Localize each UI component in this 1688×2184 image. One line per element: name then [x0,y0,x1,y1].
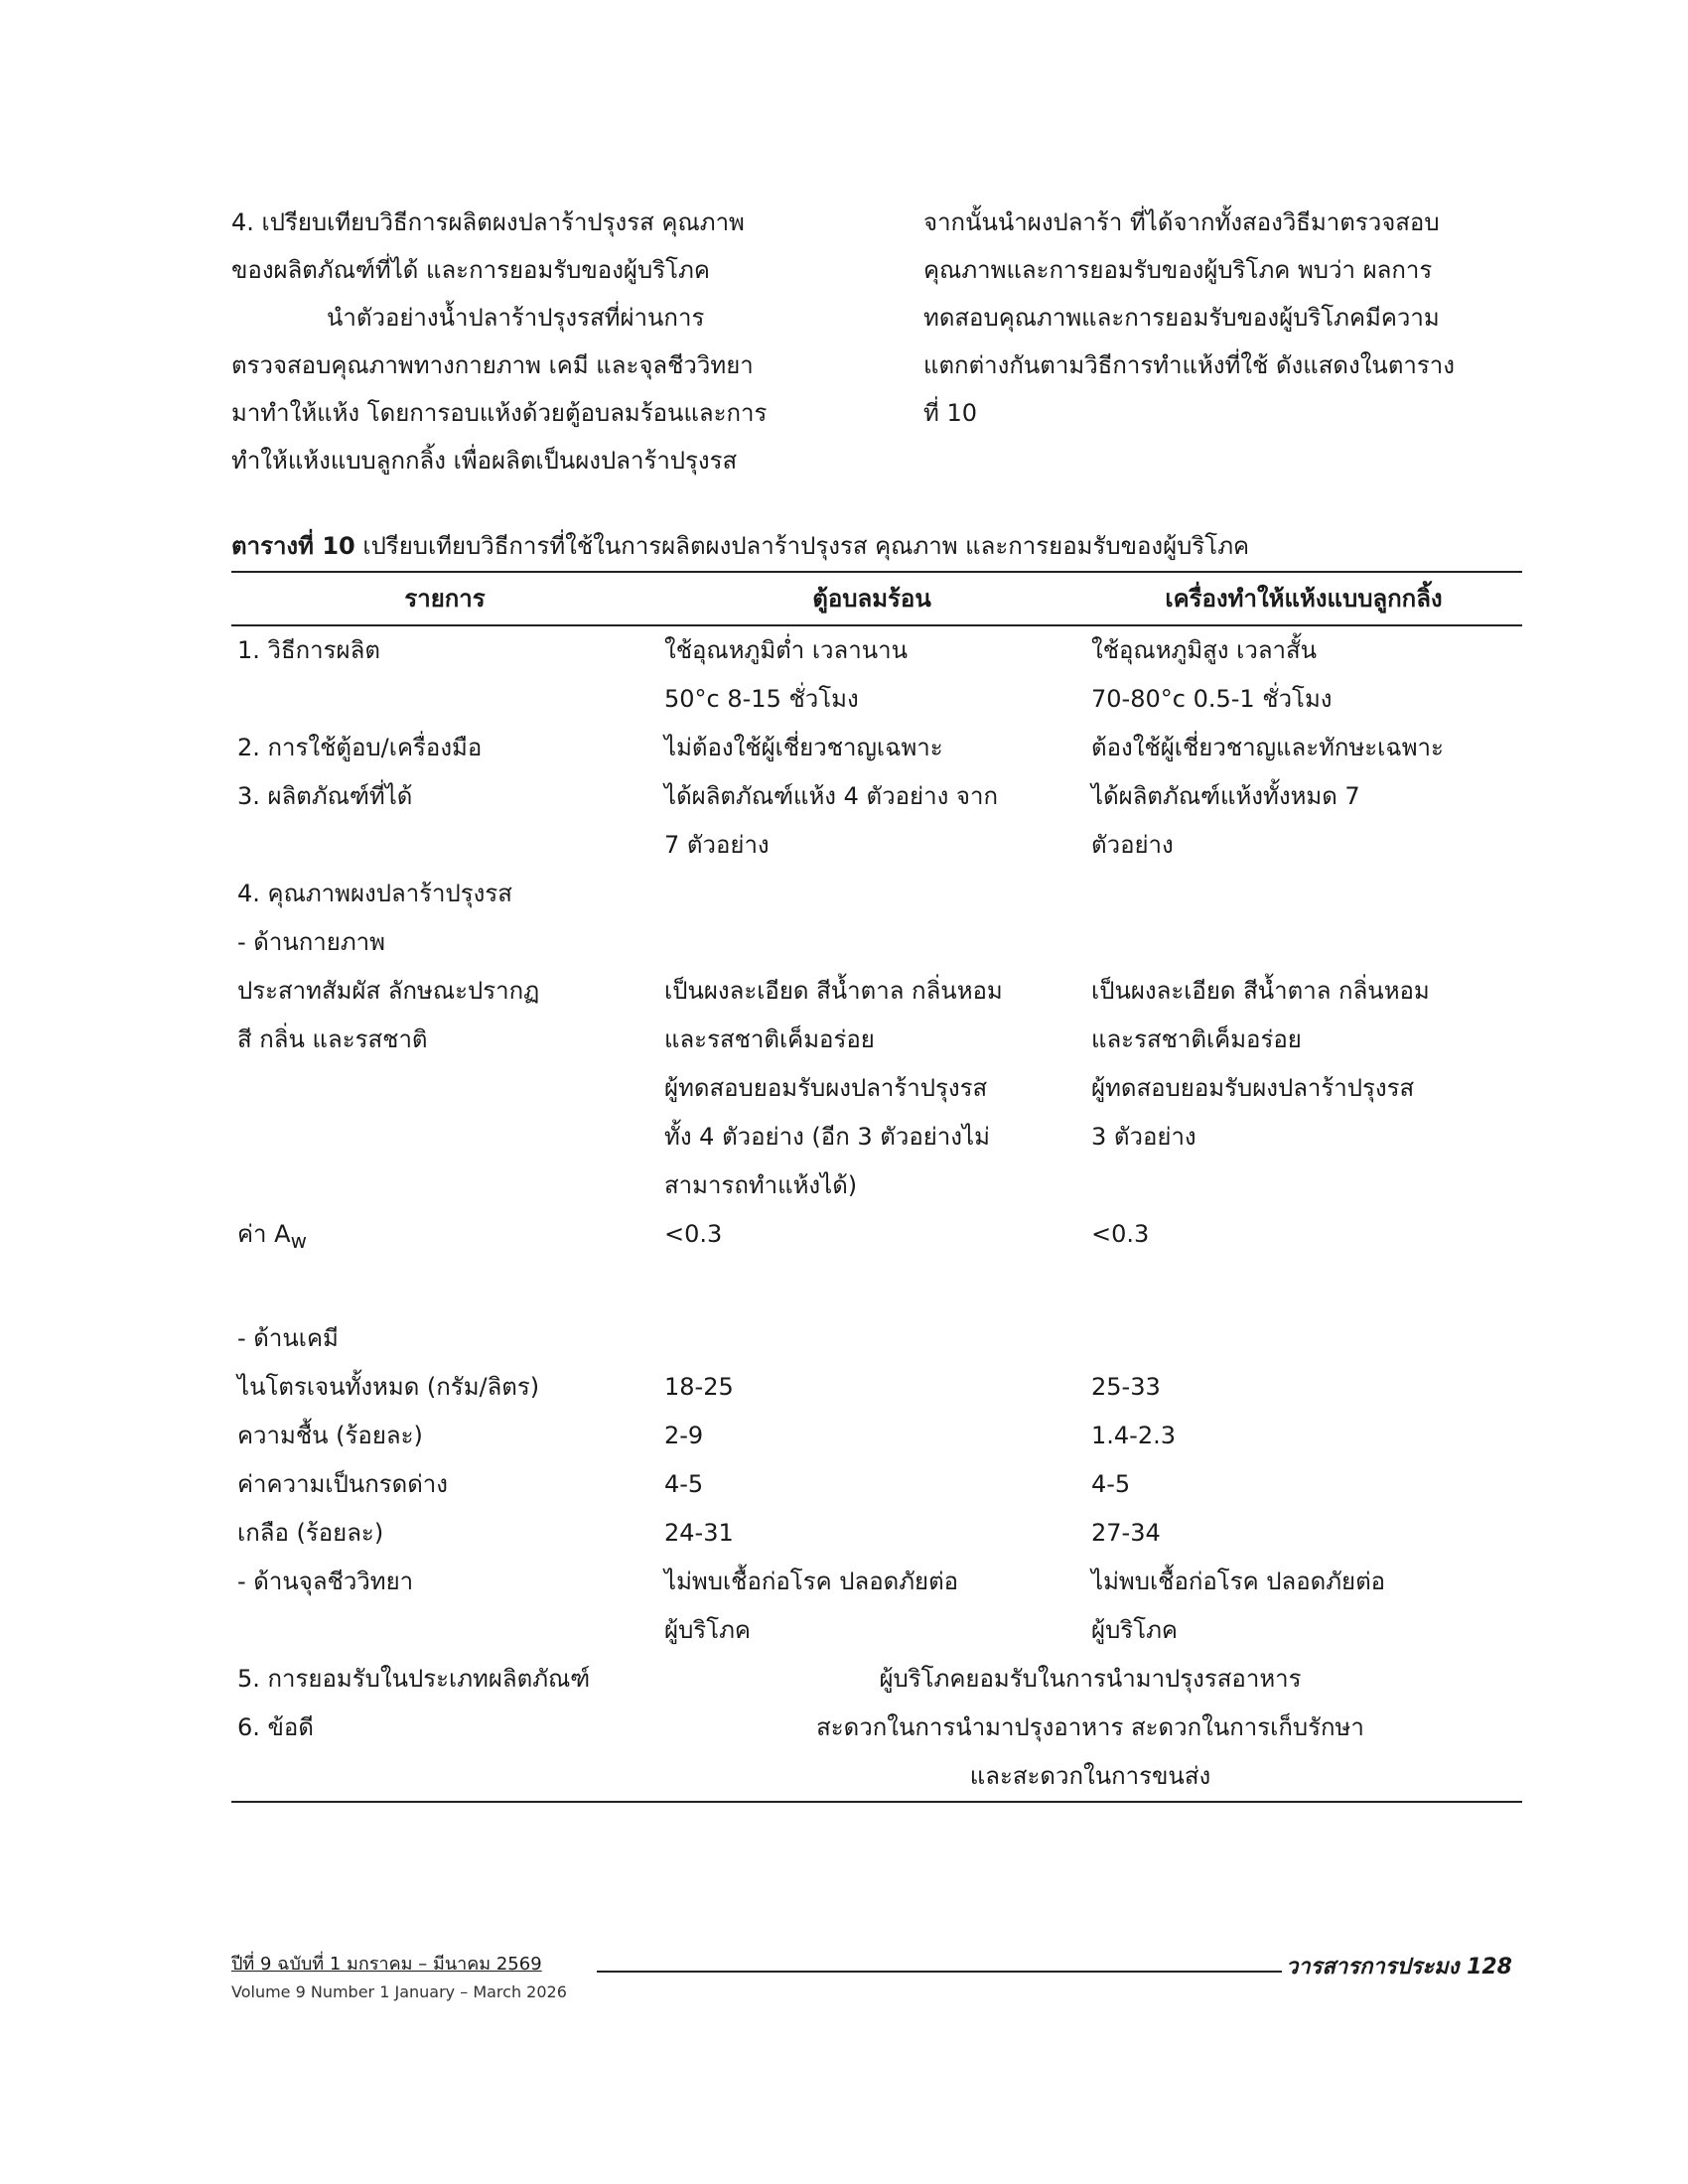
item-cell [231,821,658,870]
table-caption [231,526,1522,566]
intro-left-column [231,199,827,484]
table-row [231,1655,1522,1704]
table-row [231,1161,1522,1210]
intro-line: ที่ 10 [923,399,977,427]
drum-cell: ใช้อุณหภูมิสูง เวลาสั้น [1091,636,1318,664]
drum-cell: และรสชาติเค็มอร่อย [1091,1025,1302,1053]
table-row [231,1509,1522,1558]
table-row [231,1064,1522,1113]
table-caption-text: เปรียบเทียบวิธีการที่ใช้ในการผลิตผงปลาร้าปรุงรส คุณภาพ และการยอมรับของผู้บริโภค [354,532,1250,560]
table-row [231,675,1522,724]
item-cell: 5. การยอมรับในประเภทผลิตภัณฑ์ [237,1664,591,1693]
spacer-cell [658,1266,1085,1314]
merged-cell: และสะดวกในการขนส่ง [658,1752,1522,1802]
table-caption-label: ตารางที่ 10 [231,532,355,560]
item-cell [231,1752,658,1802]
drum-cell: <0.3 [1091,1220,1150,1248]
oven-cell: สามารถทำแห้งได้) [664,1171,858,1199]
page-footer [231,1951,1522,2010]
table-row [231,918,1522,967]
intro-line: คุณภาพและการยอมรับของผู้บริโภค พบว่า ผลการ [923,256,1433,284]
item-cell: ความชื้น (ร้อยละ) [237,1421,423,1449]
drum-cell [1085,870,1522,918]
table-row [231,1314,1522,1363]
item-cell [231,1064,658,1113]
intro-line: แตกต่างกันตามวิธีการทำแห้งที่ใช้ ดังแสดงในตาราง [923,351,1455,379]
table-row [231,870,1522,918]
table-row [231,1016,1522,1064]
item-cell: ค่าความเป็นกรดด่าง [237,1469,448,1498]
intro-right-column [923,199,1519,437]
drum-cell: 70-80°c 0.5-1 ชั่วโมง [1091,685,1333,713]
drum-cell: 27-34 [1091,1518,1161,1547]
drum-cell: 3 ตัวอย่าง [1091,1123,1196,1151]
drum-cell: ผู้บริโภค [1091,1615,1178,1644]
item-cell [231,675,658,724]
item-cell: เกลือ (ร้อยละ) [237,1518,384,1547]
table-row [231,1558,1522,1606]
item-cell: ไนโตรเจนทั้งหมด (กรัม/ลิตร) [237,1372,540,1401]
intro-line: ทำให้แห้งแบบลูกกลิ้ง เพื่อผลิตเป็นผงปลาร้าปรุงรส [231,447,738,475]
intro-line: จากนั้นนำผงปลาร้า ที่ได้จากทั้งสองวิธีมาตรวจสอบ [923,208,1440,236]
item-cell [231,1606,658,1655]
table-row [231,1210,1522,1266]
table-header-row [231,572,1522,625]
oven-cell: ได้ผลิตภัณฑ์แห้ง 4 ตัวอย่าง จาก [664,782,998,810]
drum-cell [1085,918,1522,967]
aw-subscript: w [290,1228,307,1253]
oven-cell: 18-25 [664,1372,734,1401]
table-spacer-row [231,1266,1522,1314]
item-cell: 4. คุณภาพผงปลาร้าปรุงรส [237,880,512,907]
drum-cell: ผู้ทดสอบยอมรับผงปลาร้าปรุงรส [1091,1074,1415,1102]
item-cell: ประสาทสัมผัส ลักษณะปรากฏ [237,977,540,1005]
intro-line: ของผลิตภัณฑ์ที่ได้ และการยอมรับของผู้บริโภค [231,256,710,284]
drum-cell: 4-5 [1091,1469,1131,1498]
item-cell [231,1113,658,1161]
table-row [231,1113,1522,1161]
footer-journal-page: วารสารการประมง 128 [1282,1953,1512,1982]
table-row [231,724,1522,772]
drum-cell: ตัวอย่าง [1091,831,1174,859]
oven-cell: ผู้ทดสอบยอมรับผงปลาร้าปรุงรส [664,1074,988,1102]
table-row [231,967,1522,1016]
oven-cell: 2-9 [664,1421,704,1449]
intro-line: นำตัวอย่างน้ำปลาร้าปรุงรสที่ผ่านการ [327,304,705,332]
item-cell [231,1210,658,1266]
table-row [231,1363,1522,1412]
table-row [231,1460,1522,1509]
oven-cell: ผู้บริโภค [664,1615,751,1644]
table-row [231,625,1522,675]
item-cell: - ด้านเคมี [237,1323,339,1352]
oven-cell: ไม่พบเชื้อก่อโรค ปลอดภัยต่อ [664,1567,959,1595]
drum-cell [1085,1314,1522,1363]
item-cell: 3. ผลิตภัณฑ์ที่ได้ [237,782,413,810]
table-row [231,772,1522,821]
spacer-cell [231,1266,658,1314]
item-cell: สี กลิ่น และรสชาติ [237,1025,428,1053]
oven-cell [658,1314,1085,1363]
item-cell [231,1161,658,1210]
intro-line: 4. เปรียบเทียบวิธีการผลิตผงปลาร้าปรุงรส คุณภาพ [231,208,745,236]
comparison-table [231,571,1522,1803]
intro-line: ทดสอบคุณภาพและการยอมรับของผู้บริโภคมีความ [923,304,1440,332]
item-cell: 1. วิธีการผลิต [237,636,380,664]
drum-cell: ไม่พบเชื้อก่อโรค ปลอดภัยต่อ [1091,1567,1386,1595]
oven-cell: <0.3 [664,1220,723,1248]
intro-line: ตรวจสอบคุณภาพทางกายภาพ เคมี และจุลชีววิทยา [231,351,754,379]
oven-cell: และรสชาติเค็มอร่อย [664,1025,875,1053]
footer-volume-english: Volume 9 Number 1 January – March 2026 [231,1982,567,2001]
oven-cell [658,918,1085,967]
oven-cell: 7 ตัวอย่าง [664,831,770,859]
oven-cell: 4-5 [664,1469,704,1498]
footer-issue-thai: ปีที่ 9 ฉบับที่ 1 มกราคม – มีนาคม 2569 [231,1954,542,1975]
merged-cell: ผู้บริโภคยอมรับในการนำมาปรุงรสอาหาร [879,1664,1302,1693]
item-cell: - ด้านกายภาพ [237,928,385,956]
oven-cell [658,870,1085,918]
oven-cell: ทั้ง 4 ตัวอย่าง (อีก 3 ตัวอย่างไม่ [664,1123,990,1151]
header-hot-air-oven: ตู้อบลมร้อน [658,572,1085,625]
merged-cell: สะดวกในการนำมาปรุงอาหาร สะดวกในการเก็บรักษา [816,1712,1364,1741]
intro-line: มาทำให้แห้ง โดยการอบแห้งด้วยตู้อบลมร้อนและการ [231,399,768,427]
header-item: รายการ [231,572,658,625]
item-cell: 2. การใช้ตู้อบ/เครื่องมือ [237,734,483,761]
table-row [231,1752,1522,1802]
drum-cell: 1.4-2.3 [1091,1421,1176,1449]
table-row [231,1704,1522,1752]
table-row [231,821,1522,870]
oven-cell: ใช้อุณหภูมิต่ำ เวลานาน [664,636,908,664]
aw-label: ค่า A [237,1220,291,1248]
header-drum-dryer: เครื่องทำให้แห้งแบบลูกกลิ้ง [1085,572,1522,625]
oven-cell: เป็นผงละเอียด สีน้ำตาล กลิ่นหอม [664,977,1003,1005]
item-cell: 6. ข้อดี [237,1712,314,1741]
oven-cell: 24-31 [664,1518,734,1547]
oven-cell: 50°c 8-15 ชั่วโมง [664,685,859,713]
item-cell: - ด้านจุลชีววิทยา [237,1567,414,1595]
drum-cell: 25-33 [1091,1372,1161,1401]
table-row [231,1606,1522,1655]
spacer-cell [1085,1266,1522,1314]
drum-cell: ต้องใช้ผู้เชี่ยวชาญและทักษะเฉพาะ [1091,734,1444,761]
drum-cell: ได้ผลิตภัณฑ์แห้งทั้งหมด 7 [1091,782,1360,810]
table-row [231,1412,1522,1460]
drum-cell: เป็นผงละเอียด สีน้ำตาล กลิ่นหอม [1091,977,1430,1005]
drum-cell [1085,1161,1522,1210]
oven-cell: ไม่ต้องใช้ผู้เชี่ยวชาญเฉพาะ [664,734,943,761]
